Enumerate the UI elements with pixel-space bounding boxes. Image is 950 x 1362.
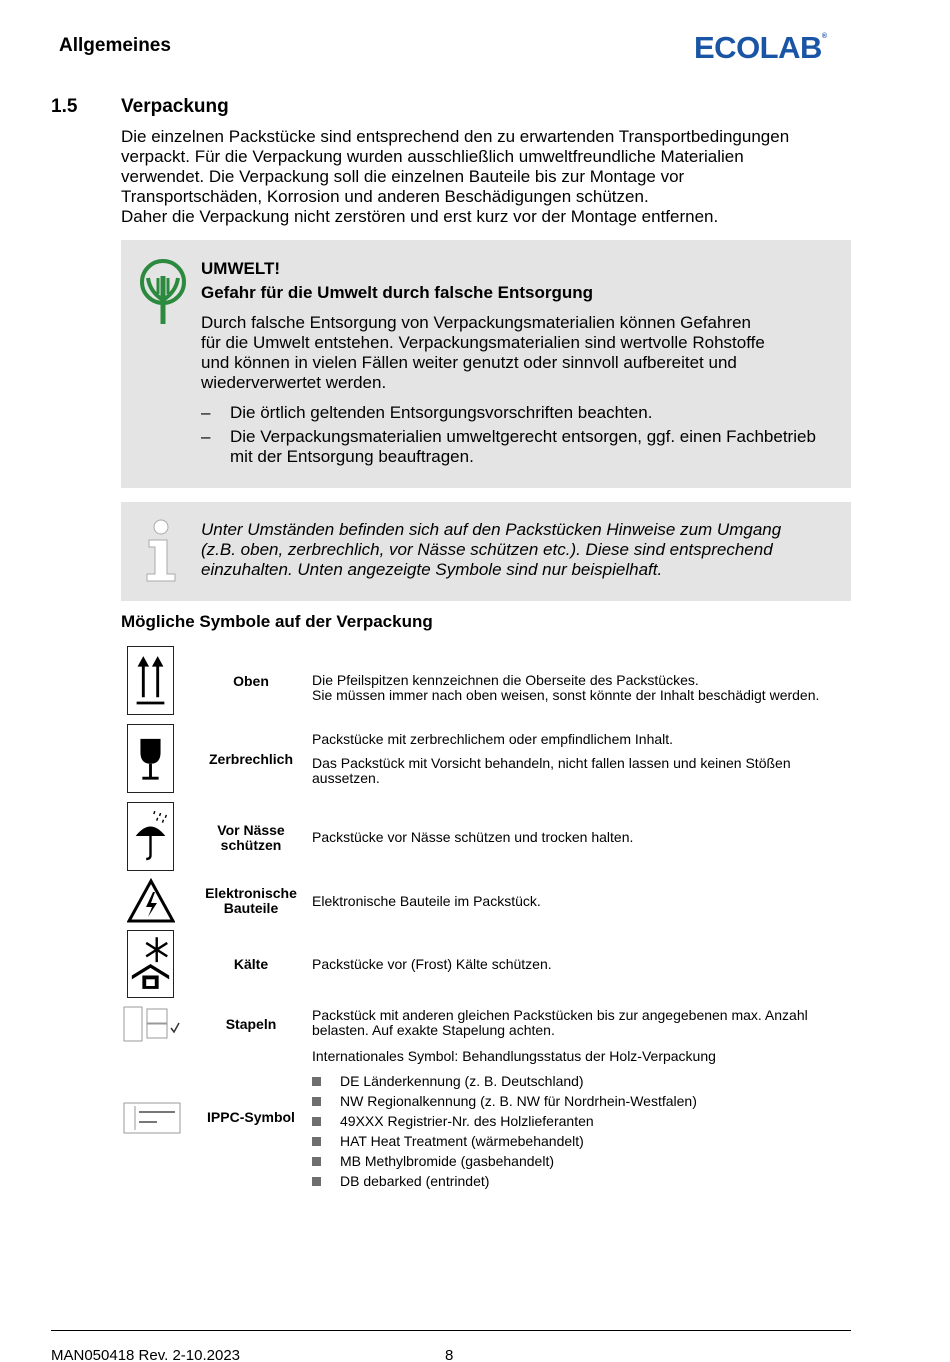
list-item: – Die örtlich geltenden Entsorgungsvorschriften beachten. bbox=[201, 403, 653, 422]
symbol-row-kaelte bbox=[121, 930, 851, 1000]
symbol-description: Elektronische Bauteile im Packstück. bbox=[312, 893, 541, 909]
symbol-label: IPPC-Symbol bbox=[207, 1109, 295, 1125]
list-item: 49XXX Registrier-Nr. des Holzlieferanten bbox=[312, 1114, 852, 1134]
snowflake-cold-icon bbox=[127, 930, 174, 998]
intro-line: Daher die Verpackung nicht zerstören und erst kurz vor der Montage entfernen. bbox=[121, 207, 719, 226]
symbol-description: Packstücke vor (Frost) Kälte schützen. bbox=[312, 956, 552, 972]
symbol-label: Vor Nässe schützen bbox=[217, 822, 285, 853]
symbol-row-naesse bbox=[121, 800, 851, 872]
ecolab-logo: ECOLAB® bbox=[694, 30, 827, 65]
symbol-row-zerbrechlich bbox=[121, 722, 851, 794]
symbol-label: Elektronische Bauteile bbox=[205, 885, 297, 916]
info-line: Unter Umständen befinden sich auf den Packstücken Hinweise zum Umgang bbox=[201, 520, 782, 539]
intro-paragraph bbox=[121, 127, 851, 227]
footer-divider bbox=[51, 1330, 851, 1331]
notice-body-line: wiederverwertet werden. bbox=[201, 373, 387, 392]
notice-body bbox=[201, 313, 831, 393]
symbol-row-oben bbox=[121, 644, 851, 716]
symbol-row-stapeln bbox=[121, 1006, 851, 1046]
notice-action-list bbox=[201, 403, 831, 471]
notice-body-line: für die Umwelt entstehen. Verpackungsmaterialien sind wertvolle Rohstoffe bbox=[201, 333, 765, 352]
this-way-up-arrows-icon bbox=[127, 646, 174, 715]
intro-line: verpackt. Für die Verpackung wurden ausschließlich umweltfreundliche Materialien bbox=[121, 147, 744, 166]
symbol-label: Zerbrechlich bbox=[208, 751, 294, 767]
notice-title: UMWELT! bbox=[201, 259, 280, 278]
symbol-description: Packstück mit anderen gleichen Packstücken bis zur angegebenen max. Anzahl belasten. Auf exakte Stapelung achten. bbox=[312, 1007, 808, 1038]
symbol-label: Stapeln bbox=[225, 1016, 277, 1032]
environment-tree-icon bbox=[138, 258, 188, 324]
info-line: einzuhalten. Unten angezeigte Symbole sind nur beispielhaft. bbox=[201, 560, 663, 579]
list-item: DB debarked (entrindet) bbox=[312, 1174, 852, 1194]
info-icon bbox=[143, 518, 179, 582]
notice-body-line: und können in vielen Fällen weiter genutzt oder sinnvoll aufbereitet und bbox=[201, 353, 737, 372]
footer-document-id: MAN050418 Rev. 2-10.2023 bbox=[51, 1347, 241, 1362]
symbol-label: Kälte bbox=[233, 956, 269, 972]
symbol-label: Oben bbox=[233, 673, 269, 689]
intro-line: Die einzelnen Packstücke sind entsprechend den zu erwartenden Transportbedingungen bbox=[121, 127, 790, 146]
list-item: DE Länderkennung (z. B. Deutschland) bbox=[312, 1074, 852, 1094]
section-title: Verpackung bbox=[121, 96, 229, 117]
info-notice bbox=[121, 502, 851, 601]
ippc-code-list bbox=[312, 1074, 852, 1194]
symbol-row-elektronik bbox=[121, 876, 851, 926]
umbrella-rain-icon bbox=[127, 802, 174, 871]
notice-body-line: Durch falsche Entsorgung von Verpackungsmaterialien können Gefahren bbox=[201, 313, 752, 332]
notice-subtitle: Gefahr für die Umwelt durch falsche Entsorgung bbox=[201, 283, 593, 302]
list-item: NW Regionalkennung (z. B. NW für Nordrhein-Westfalen) bbox=[312, 1094, 852, 1114]
high-voltage-warning-icon bbox=[127, 878, 175, 924]
symbol-description: Internationales Symbol: Behandlungsstatus der Holz-Verpackung DE Länderkennung (z. B. Deutschland) NW Regionalkennung (z. B. NW für Nordrhein-Westfalen) 49XXX Registrier-Nr. des Holzlieferanten HAT Heat Treatment (wärmebehandelt) MB Methylbromide (gasbehandelt) DB debarked (entrindet) bbox=[312, 1049, 852, 1194]
stacking-limit-icon bbox=[123, 1006, 181, 1042]
footer-page-number: 8 bbox=[445, 1347, 454, 1362]
symbol-description: Packstücke vor Nässe schützen und trocken halten. bbox=[312, 829, 634, 845]
symbol-row-ippc bbox=[121, 1047, 851, 1197]
intro-line: verwendet. Die Verpackung soll die einzelnen Bauteile bis zur Montage vor bbox=[121, 167, 685, 186]
ippc-stamp-icon bbox=[123, 1102, 181, 1134]
section-number: 1.5 bbox=[51, 96, 78, 117]
symbols-heading: Mögliche Symbole auf der Verpackung bbox=[121, 612, 433, 631]
info-line: (z.B. oben, zerbrechlich, vor Nässe schützen etc.). Diese sind entsprechend bbox=[201, 540, 773, 559]
header-title: Allgemeines bbox=[59, 35, 171, 56]
fragile-glass-icon bbox=[127, 724, 174, 793]
environment-notice bbox=[121, 240, 851, 488]
logo-text: ECOLAB bbox=[694, 30, 822, 65]
list-item: MB Methylbromide (gasbehandelt) bbox=[312, 1154, 852, 1174]
intro-line: Transportschäden, Korrosion und anderen Beschädigungen schützen. bbox=[121, 187, 649, 206]
symbol-description: Die Pfeilspitzen kennzeichnen die Oberseite des Packstückes. Sie müssen immer nach oben weisen, sonst könnte der Inhalt beschädigt werden. bbox=[312, 672, 820, 703]
list-item: HAT Heat Treatment (wärmebehandelt) bbox=[312, 1134, 852, 1154]
info-text bbox=[201, 520, 841, 580]
symbol-description: Packstücke mit zerbrechlichem oder empfindlichem Inhalt. Das Packstück mit Vorsicht behandeln, nicht fallen lassen und keinen Stößen aussetzen. bbox=[312, 731, 791, 786]
list-item: – Die Verpackungsmaterialien umweltgerecht entsorgen, ggf. einen Fachbetrieb mit der Entsorgung beauftragen. bbox=[201, 427, 816, 466]
